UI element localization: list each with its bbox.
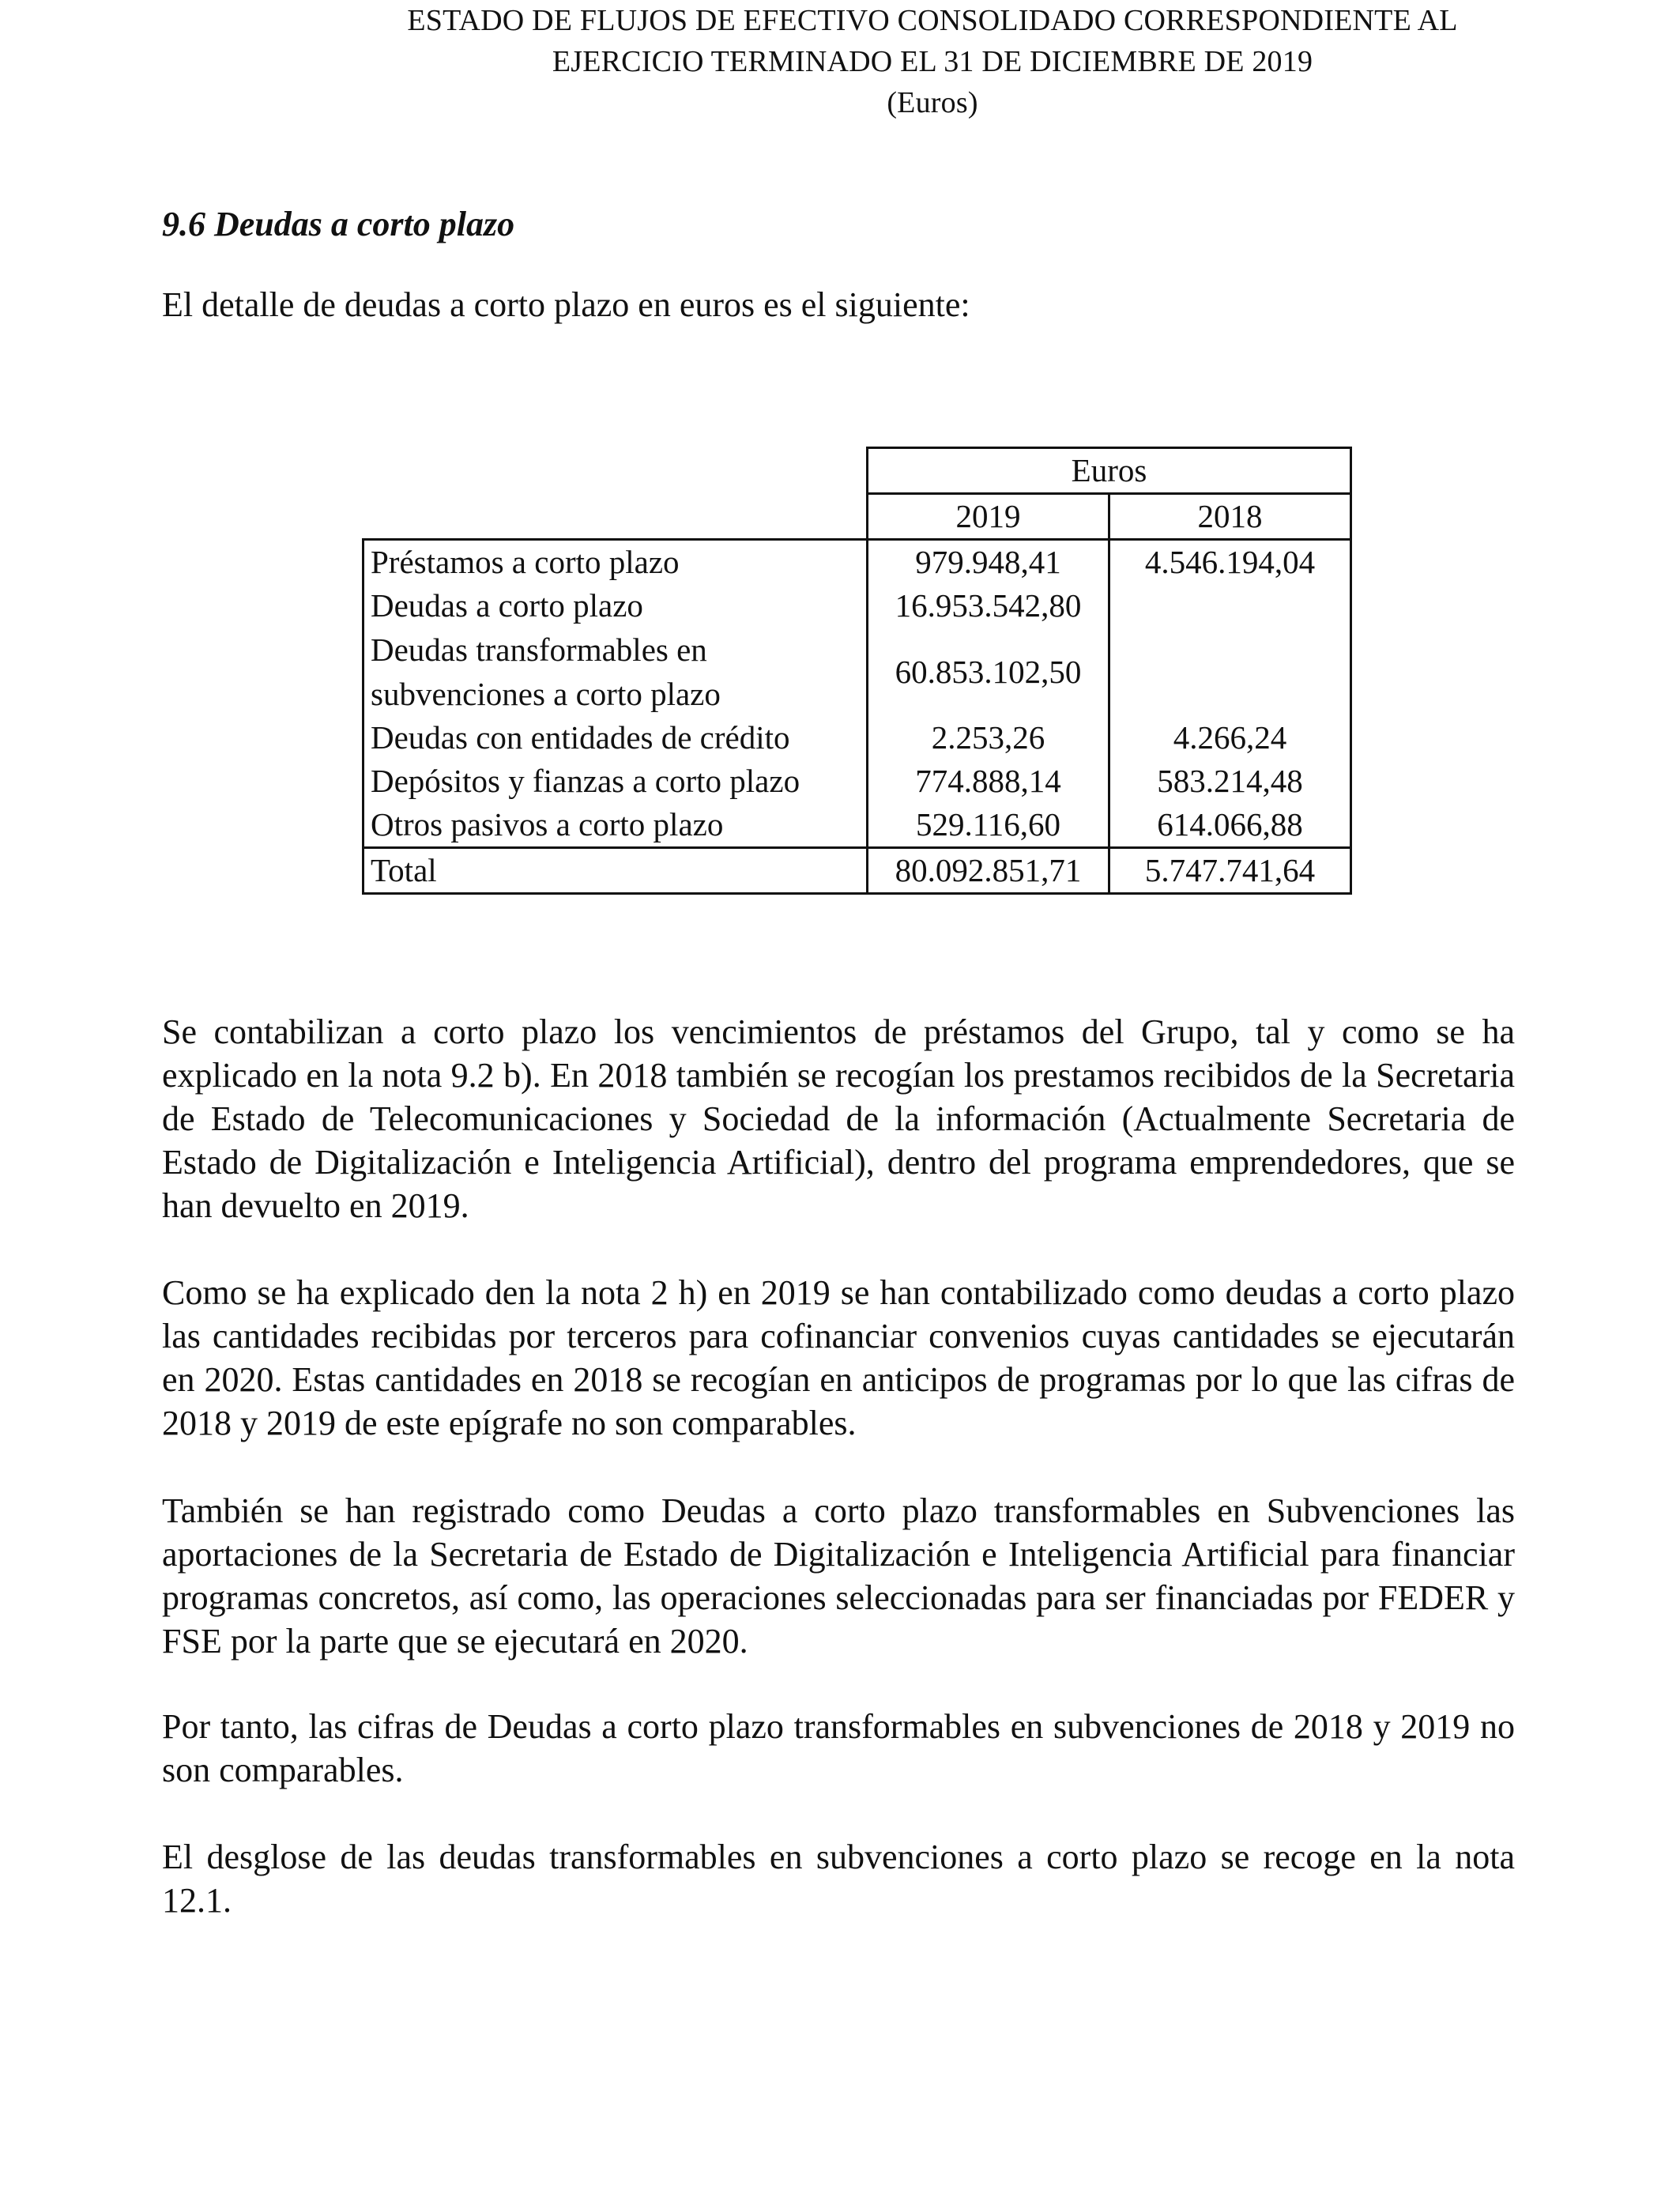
table-row	[363, 584, 1351, 628]
column-header-2018: 2018	[1109, 494, 1351, 540]
paragraph-1: Se contabilizan a corto plazo los vencimientos de préstamos del Grupo, tal y como se ha explicado en la nota 9.2 b). En 2018 también se recogían los prestamos recibidos de la Secretaria de Estado de Telecomunicaciones y Sociedad de la información (Actualmente Secretaria de Estado de Digitalización e Inteligencia Artificial), dentro del programa emprendedores, que se han devuelto en 2019.	[162, 1012, 1515, 1225]
row-label: Otros pasivos a corto plazo	[363, 803, 868, 848]
header-line-3: (Euros)	[887, 86, 978, 119]
table-corner-cell	[363, 494, 868, 540]
value-2018: 583.214,48	[1109, 760, 1351, 803]
value-2019: 60.853.102,50	[868, 628, 1109, 716]
paragraph-3: También se han registrado como Deudas a corto plazo transformables en Subvenciones las aportaciones de la Secretaria de Estado de Digitalización e Inteligencia Artificial para financiar programas concretos, así como, las operaciones seleccionadas para ser financiadas por FEDER y FSE por la parte que se ejecutará en 2020.	[162, 1491, 1515, 1661]
value-2018	[1109, 628, 1351, 716]
table-row	[363, 716, 1351, 760]
row-label: Deudas a corto plazo	[363, 584, 868, 628]
table-row	[363, 803, 1351, 848]
row-label: Deudas con entidades de crédito	[363, 716, 868, 760]
paragraph-2: Como se ha explicado den la nota 2 h) en 2019 se han contabilizado como deudas a corto plazo las cantidades recibidas por terceros para cofinanciar convenios cuyas cantidades se ejecutarán en 2020. Estas cantidades en 2018 se recogían en anticipos de programas por lo que las cifras de 2018 y 2019 de este epígrafe no son comparables.	[162, 1273, 1515, 1442]
row-label: Préstamos a corto plazo	[363, 540, 868, 585]
value-2018	[1109, 584, 1351, 628]
table-row	[363, 628, 1351, 716]
total-label: Total	[363, 848, 868, 894]
table-group-header: Euros	[868, 448, 1351, 494]
header-line-2: EJERCICIO TERMINADO EL 31 DE DICIEMBRE DE 2019	[552, 45, 1313, 78]
paragraph-4: Por tanto, las cifras de Deudas a corto plazo transformables en subvenciones de 2018 y 2019 no son comparables.	[162, 1707, 1515, 1789]
section-title: 9.6 Deudas a corto plazo	[162, 205, 515, 243]
table-corner-cell	[363, 448, 868, 494]
debts-table	[362, 447, 1352, 895]
paragraph-5: El desglose de las deudas transformables en subvenciones a corto plazo se recoge en la nota 12.1.	[162, 1838, 1515, 1920]
row-label	[363, 628, 868, 716]
value-2019: 2.253,26	[868, 716, 1109, 760]
row-label-line-1: Deudas transformables en	[371, 631, 707, 668]
table-row	[363, 760, 1351, 803]
table-group-header-row	[363, 448, 1351, 494]
value-2019: 16.953.542,80	[868, 584, 1109, 628]
total-2019: 80.092.851,71	[868, 848, 1109, 894]
row-label-line-2: subvenciones a corto plazo	[371, 676, 721, 712]
section-intro: El detalle de deudas a corto plazo en euros es el siguiente:	[162, 285, 970, 324]
value-2019: 529.116,60	[868, 803, 1109, 848]
value-2018: 614.066,88	[1109, 803, 1351, 848]
total-2018: 5.747.741,64	[1109, 848, 1351, 894]
value-2019: 774.888,14	[868, 760, 1109, 803]
value-2019: 979.948,41	[868, 540, 1109, 585]
table-total-row	[363, 848, 1351, 894]
row-label: Depósitos y fianzas a corto plazo	[363, 760, 868, 803]
value-2018: 4.546.194,04	[1109, 540, 1351, 585]
table-year-header-row	[363, 494, 1351, 540]
header-line-1: ESTADO DE FLUJOS DE EFECTIVO CONSOLIDADO CORRESPONDIENTE AL	[407, 4, 1458, 37]
value-2018: 4.266,24	[1109, 716, 1351, 760]
document-header	[0, 0, 1680, 123]
column-header-2019: 2019	[868, 494, 1109, 540]
table-row	[363, 540, 1351, 585]
